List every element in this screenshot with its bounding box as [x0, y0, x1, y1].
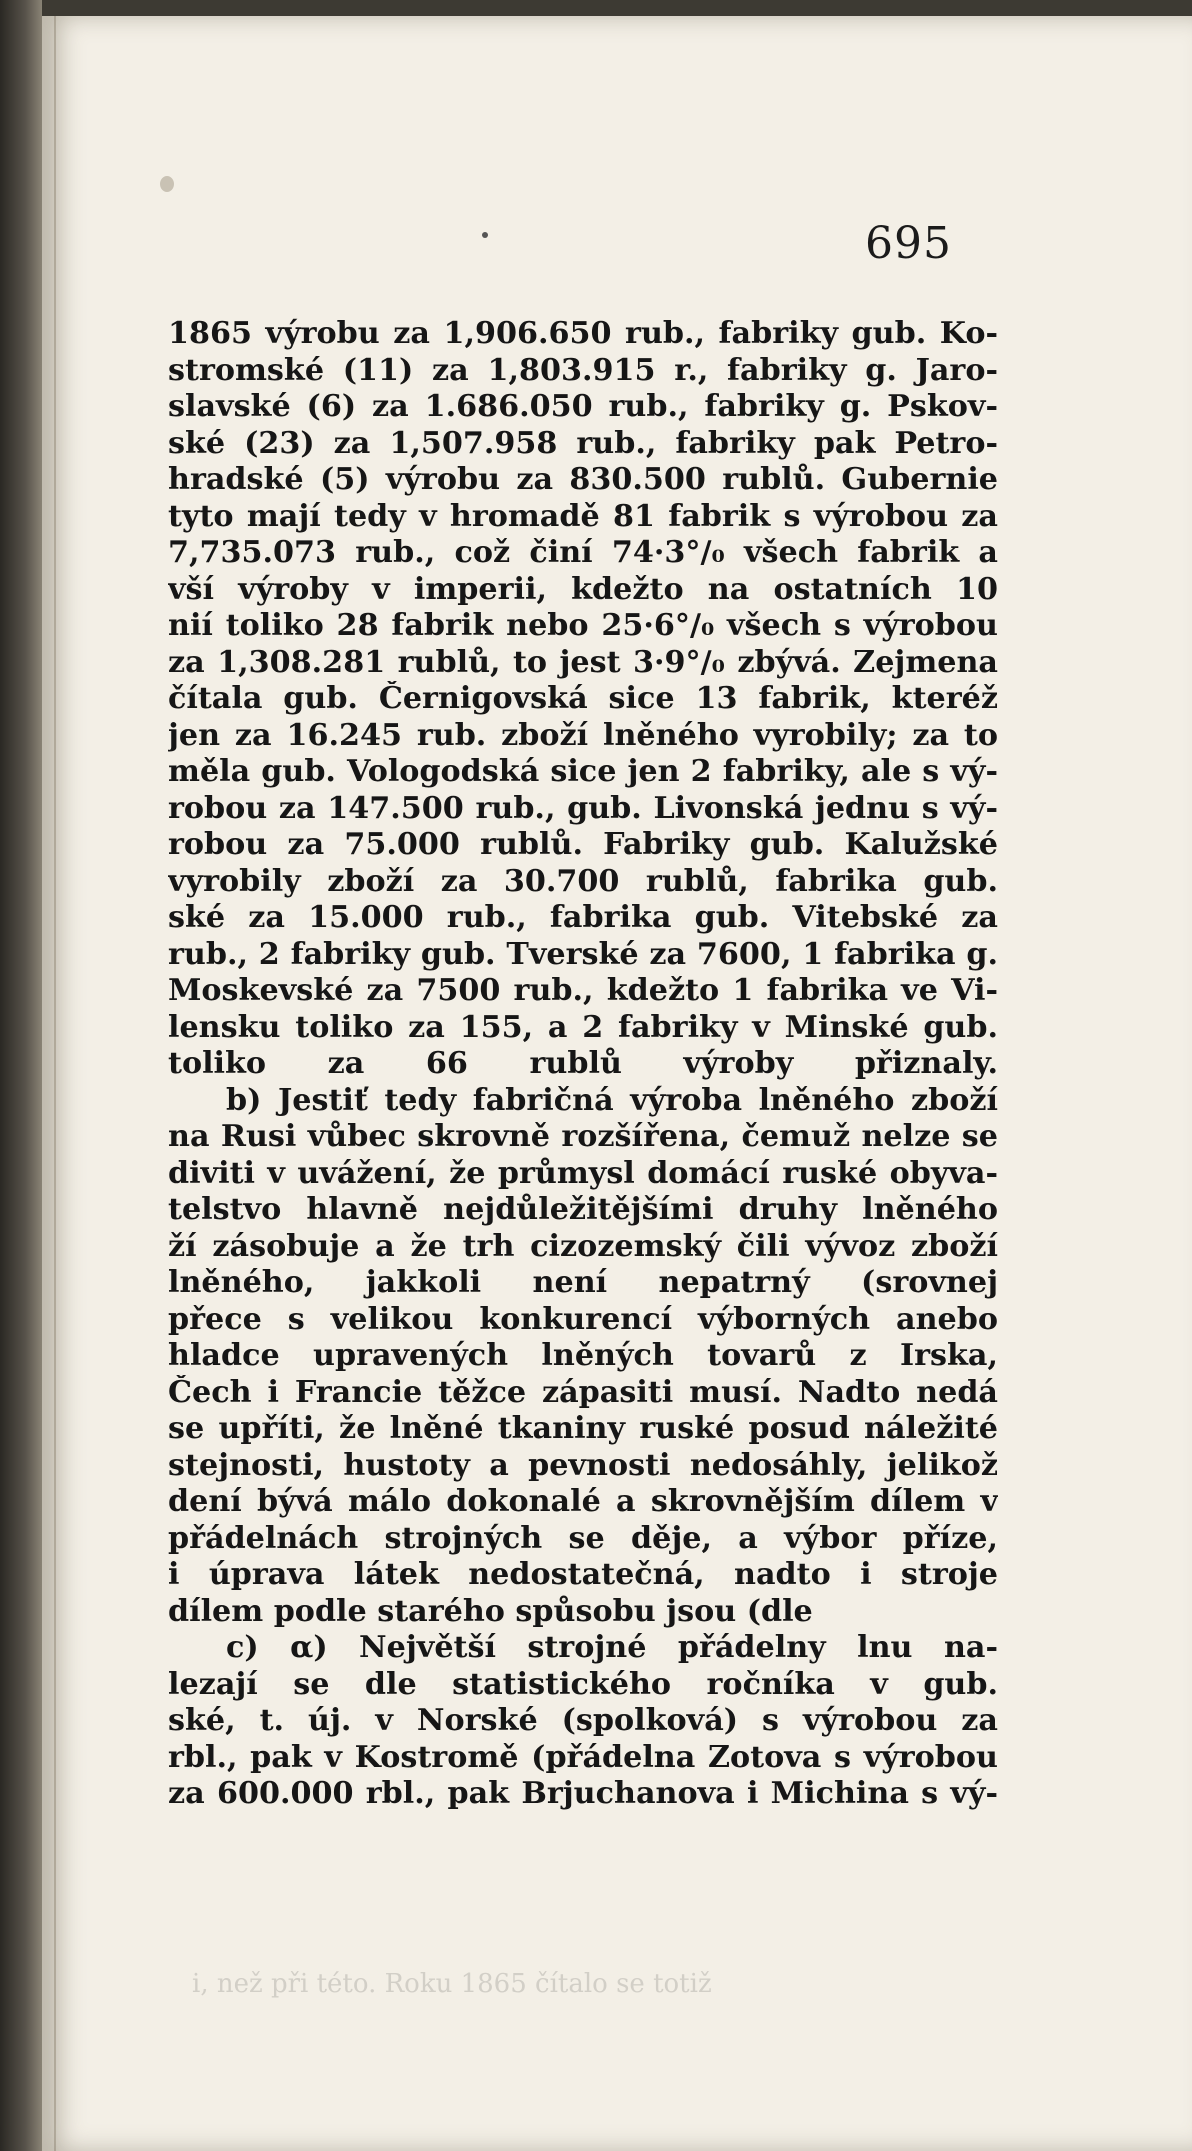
text-line: robou za 75.000 rublů. Fabriky gub. Kalužské [168, 827, 998, 862]
text-line: dílem podle starého spůsobu jsou (dle [168, 1593, 813, 1629]
text-line: na Rusi vůbec skrovně rozšířena, čemuž nelze se [168, 1119, 998, 1154]
text-line: 7,735.073 rub., což činí 74·3°/₀ všech fabrik a [168, 535, 998, 570]
page-number: 695 [865, 218, 952, 269]
text-line: vší výroby v imperii, kdežto na ostatních 10 [168, 571, 998, 607]
text-line: toliko za 66 rublů výroby přiznaly. [168, 1046, 998, 1081]
text-line: vyrobily zboží za 30.700 rublů, fabrika gub. [168, 863, 998, 899]
text-line: b) Jestiť tedy fabričná výroba lněného zboží [226, 1082, 998, 1118]
text-line: diviti v uvážení, že průmysl domácí ruské obyva- [168, 1155, 998, 1191]
text-line: přece s velikou konkurencí výborných anebo [168, 1301, 998, 1337]
paper-speck [160, 176, 174, 192]
text-line: hradské (5) výrobu za 830.500 rublů. Gubernie [168, 462, 998, 497]
text-line: robou za 147.500 rub., gub. Livonská jednu s vý- [168, 790, 998, 826]
text-line: stromské (11) za 1,803.915 r., fabriky g. Jaro- [168, 352, 998, 388]
text-line: c) α) Největší strojné přádelny lnu na- [226, 1630, 998, 1665]
text-line: ské za 15.000 rub., fabrika gub. Vitebské za [168, 900, 998, 935]
text-line: Moskevské za 7500 rub., kdežto 1 fabrika ve Vi- [168, 973, 998, 1008]
text-line: ží zásobuje a že trh cizozemský čili vývoz zboží [168, 1228, 998, 1264]
scan-background-edge [0, 0, 42, 2151]
book-page [42, 16, 1192, 2151]
text-line: jen za 16.245 rub. zboží lněného vyrobily; za to [168, 717, 998, 753]
text-line: za 600.000 rbl., pak Brjuchanova i Michina s vý- [168, 1776, 998, 1811]
paper-speck [482, 232, 488, 238]
text-line: ské (23) za 1,507.958 rub., fabriky pak Petro- [168, 425, 998, 461]
text-line: telstvo hlavně nejdůležitějšími druhy lněného [168, 1192, 998, 1227]
text-line: rbl., pak v Kostromě (přádelna Zotova s výrobou [168, 1739, 998, 1775]
text-line: měla gub. Vologodská sice jen 2 fabriky, ale s vý- [168, 754, 998, 789]
text-line: přádelnách strojných se děje, a výbor příze, [168, 1520, 998, 1556]
text-line: čítala gub. Černigovská sice 13 fabrik, kteréž [168, 681, 998, 716]
text-line: za 1,308.281 rublů, to jest 3·9°/₀ zbývá. Zejmena [168, 644, 998, 680]
text-line: tyto mají tedy v hromadě 81 fabrik s výrobou za [168, 498, 998, 534]
text-line: slavské (6) za 1.686.050 rub., fabriky g. Pskov- [168, 389, 998, 424]
text-line: i úprava látek nedostatečná, nadto i stroje [168, 1557, 998, 1592]
bleed-through-text: i, než při této. Roku 1865 čítalo se totiž [192, 1969, 712, 1999]
text-line: lněného, jakkoli není nepatrný (srovnej [168, 1265, 998, 1300]
text-line: ské, t. új. v Norské (spolková) s výrobou za [168, 1703, 998, 1738]
text-line: lezají se dle statistického ročníka v gub. [168, 1666, 998, 1702]
text-line: se upříti, že lněné tkaniny ruské posud náležité [168, 1411, 998, 1446]
text-line: stejnosti, hustoty a pevnosti nedosáhly, jelikož [168, 1447, 998, 1483]
text-line: hladce upravených lněných tovarů z Irska, [168, 1338, 998, 1373]
text-line: lensku toliko za 155, a 2 fabriky v Minské gub. [168, 1009, 998, 1045]
spine-shadow [54, 16, 56, 2151]
text-line: rub., 2 fabriky gub. Tverské za 7600, 1 fabrika g. [168, 936, 998, 972]
text-line: Čech i Francie těžce zápasiti musí. Nadto nedá [168, 1374, 998, 1410]
body-text [168, 316, 998, 1813]
text-line: nií toliko 28 fabrik nebo 25·6°/₀ všech s výrobou [168, 608, 998, 643]
text-line: dení bývá málo dokonalé a skrovnějším dílem v [168, 1484, 998, 1519]
text-line: 1865 výrobu za 1,906.650 rub., fabriky gub. Ko- [168, 316, 998, 351]
